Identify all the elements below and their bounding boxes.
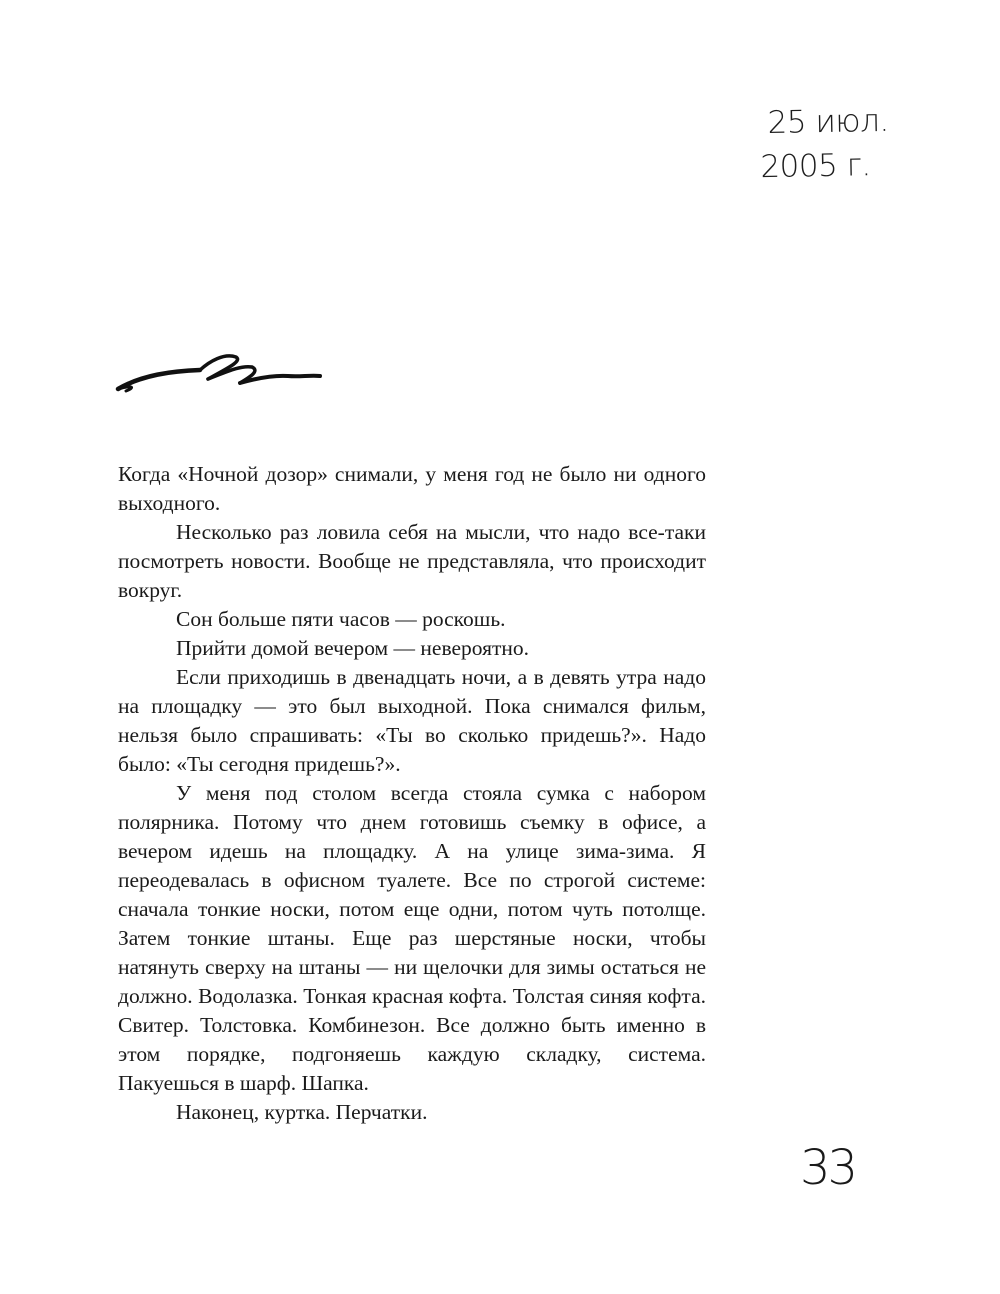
- signature-icon: [112, 345, 327, 405]
- paragraph: Наконец, куртка. Перчатки.: [176, 1100, 428, 1124]
- body-text: [118, 460, 706, 1127]
- paragraph: Прийти домой вечером — невероятно.: [176, 636, 530, 660]
- date-line-day: 25 июл.: [767, 102, 889, 141]
- paragraph: Когда «Ночной дозор» снимали, у меня год не было ни одного выходного.: [118, 462, 706, 515]
- paragraph: У меня под столом всегда стояла сумка с набором полярника. Потому что днем готовишь съемку в офисе, а вечером идешь на площадку. А на улице зима-зима. Я переодевалась в офисном туалете. Все по строгой системе: сначала тонкие носки, потом еще одни, потом чуть потолще. Затем тонкие штаны. Еще раз шерстяные носки, чтобы натянуть сверху на штаны — ни щелочки для зимы остаться не должно. Водолазка. Тонкая красная кофта. Толстая синяя кофта. Свитер. Толстовка. Комбинезон. Все должно быть именно в этом порядке, подгоняешь каждую складку, система. Пакуешься в шарф. Шапка.: [118, 781, 706, 1095]
- paragraph: Несколько раз ловила себя на мысли, что надо все-таки посмотреть новости. Вообще не представляла, что происходит вокруг.: [118, 520, 706, 602]
- paragraph: Если приходишь в двенадцать ночи, а в девять утра надо на площадку — это был выходной. Пока снимался фильм, нельзя было спрашивать: «Ты во сколько придешь?». Надо было: «Ты сегодня придешь?».: [118, 665, 706, 776]
- page-number: 33: [800, 1140, 856, 1196]
- handwritten-date: [759, 99, 890, 189]
- paragraph: Сон больше пяти часов — роскошь.: [176, 607, 506, 631]
- date-line-year: 2005 г.: [760, 147, 872, 186]
